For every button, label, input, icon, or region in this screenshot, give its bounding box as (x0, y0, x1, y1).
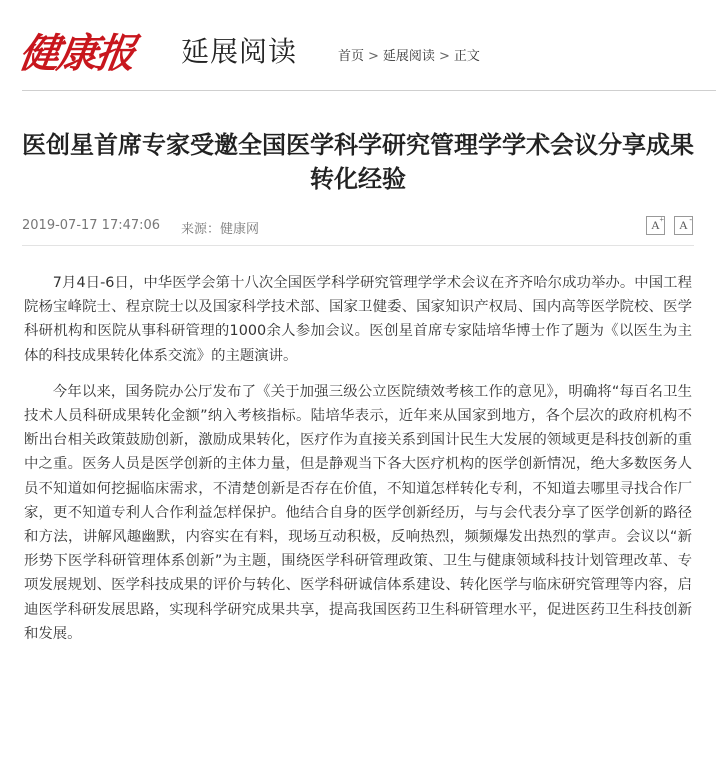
article-title: 医创星首席专家受邀全国医学科学研究管理学学术会议分享成果转化经验 (22, 131, 694, 193)
publish-date: 2019-07-17 17:47:06 (22, 218, 161, 233)
breadcrumb-section-link[interactable]: 延展阅读 (382, 49, 435, 64)
font-decrease-label: A (679, 218, 688, 232)
breadcrumb-home-link[interactable]: 首页 (338, 49, 365, 64)
font-size-decrease-button[interactable] (674, 216, 693, 235)
plus-icon: + (659, 215, 664, 224)
font-size-increase-button[interactable] (646, 216, 665, 235)
site-logo[interactable]: 健康报 (16, 30, 137, 77)
breadcrumb-separator: > (368, 49, 379, 64)
font-increase-label: A (651, 218, 660, 232)
breadcrumb-current: 正文 (453, 49, 480, 64)
section-name: 延展阅读 (181, 35, 298, 68)
minus-icon: - (689, 215, 692, 224)
article-body (24, 271, 692, 658)
header-divider (22, 90, 716, 91)
breadcrumb-separator: > (438, 49, 450, 64)
article-meta (22, 216, 694, 238)
article-source: 来源：健康网 (181, 222, 260, 237)
article-paragraph: 7月4日-6日，中华医学会第十八次全国医学科学研究管理学学术会议在齐齐哈尔成功举办。中国工程院杨宝峰院士、程京院士以及国家科学技术部、国家卫健委、国家知识产权局、国内高等医学院校、医学科研机构和医院从事科研管理的1000余人参加会议。医创星首席专家陆培华博士作了题为《以医生为主体的科技成果转化体系交流》的主题演讲。 (24, 275, 692, 364)
article-paragraph: 今年以来，国务院办公厅发布了《关于加强三级公立医院绩效考核工作的意见》，明确将“每百名卫生技术人员科研成果转化金额”纳入考核指标。陆培华表示，近年来从国家到地方，各个层次的政府机构不断出台相关政策鼓励创新，激励成果转化，医疗作为直接关系到国计民生大发展的领域更是科技创新的重中之重。医务人员是医学创新的主体力量，但是静观当下各大医疗机构的医学创新情况，绝大多数医务人员不知道如何挖掘临床需求，不清楚创新是否存在价值，不知道怎样转化专利，不知道去哪里寻找合作厂家，更不知道专利人合作利益怎样保护。他结合自身的医学创新经历，与与会代表分享了医学创新的路径和方法，讲解风趣幽默，内容实在有料，现场互动积极，反响热烈，频频爆发出热烈的掌声。会议以“新形势下医学科研管理体系创新”为主题，围绕医学科研管理政策、卫生与健康领域科技计划管理改革、专项发展规划、医学科技成果的评价与转化、医学科研诚信体系建设、转化医学与临床研究管理等内容，启迪医学科研发展思路，实现科学研究成果共享，提高我国医药卫生科研管理水平，促进医药卫生科技创新和发展。 (24, 383, 692, 642)
site-header (0, 0, 716, 92)
breadcrumb (338, 45, 480, 64)
meta-divider (22, 245, 694, 246)
